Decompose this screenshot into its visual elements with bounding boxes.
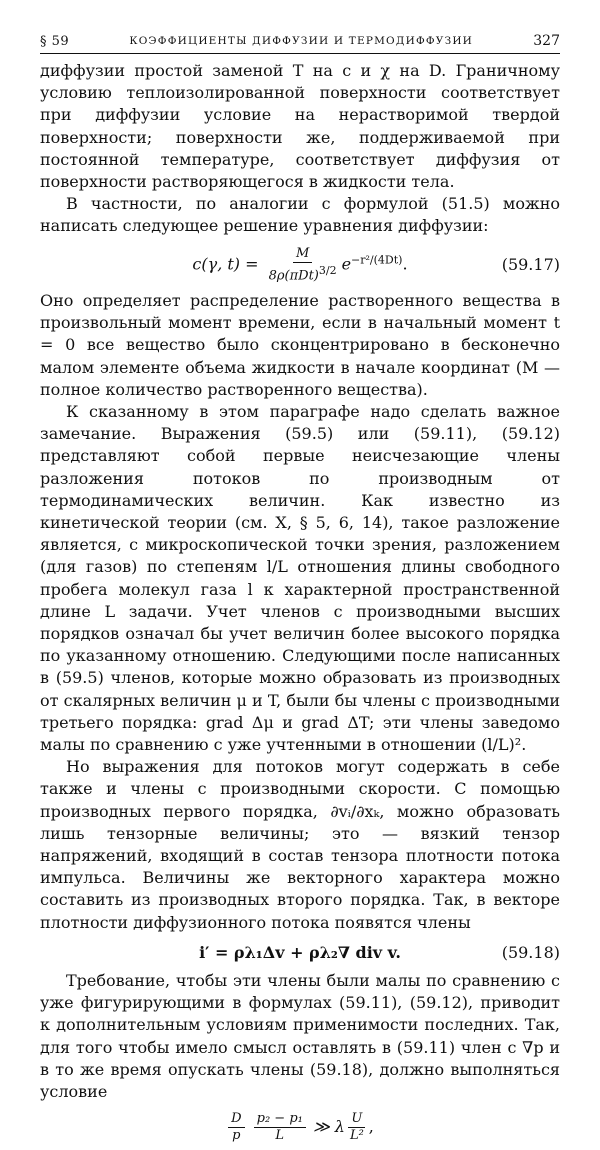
eq3-fraction-3: $\frac{U}{\text{L²}}$ — [349, 1111, 364, 1144]
eq2-body: i′ = ρλ₁Δv + ρλ₂∇ div v. — [199, 942, 401, 962]
paragraph-2: В частности, по аналогии с формулой (51.5) можно написать следующее решение уравнения диффузии: — [40, 194, 560, 236]
paragraph-1: диффузии простой заменой T на c и χ на D. Граничному условию теплоизолированной поверхности соответствует при диффузии условие на нерастворимой твердой поверхности; поверхности же, поддерживаемой при постоянной температуре, соответствует диффузия от поверхности растворяющегося в жидкости тела. — [40, 61, 560, 192]
eq1-fraction — [266, 246, 340, 284]
equation-59-17: c(γ, t) = $\frac{M}{8\rho(\pi Dt)^{3/2}}$ $e^{-r^2/(4Dt)}$. (59.17) — [192, 245, 560, 283]
paragraph-4: К сказанному в этом параграфе надо сделать важное замечание. Выражения (59.5) или (59.11), (59.12) представляют собой первые неисчезающие члены разложения потоков по производным от термодинамических величин. Как известно из кинетической теории (см. X, § 5, 6, 14), такое разложение является, с микроскопической точки зрения, разложением (для газов) по степеням l/L отношения длины свободного пробега молекул газа l к характерной пространственной длине L задачи. Учет членов с производными высших порядков означал бы учет величин более высокого порядка по указанному отношению. Следующими после написанных в (59.5) членов, которые можно образовать из производных от скалярных величин μ и T, были бы члены с производными третьего порядка: grad Δμ и grad ΔT; эти члены заведомо малы по сравнению с уже учтенными в отношении (l/L)². — [40, 401, 560, 755]
eq1-numerator: M — [293, 246, 312, 263]
running-header — [40, 32, 560, 50]
paragraph-5: Но выражения для потоков могут содержать в себе также и члены с производными скорости. С помощью производных первого порядка, ∂vᵢ/∂xₖ, можно образовать лишь тензорные величины; это — вязкий тензор напряжений, входящий в состав тензора плотности потока импульса. Величины же векторного характера можно составить из производных второго порядка. Так, в векторе плотности диффузионного потока появятся члены — [40, 757, 560, 932]
eq3-relation: ≫ λ — [312, 1117, 345, 1137]
running-title: КОЭФФИЦИЕНТЫ ДИФФУЗИИ И ТЕРМОДИФФУЗИИ — [129, 35, 474, 47]
eq3-fraction-1: $\frac{D}{p}$ — [228, 1111, 244, 1144]
eq1-number: (59.17) — [501, 254, 560, 274]
eq1-denominator: $8\rho(\pi Dt)^{3/2}$ — [268, 263, 337, 283]
eq1-exp-base: e — [341, 254, 352, 274]
section-number: § 59 — [40, 33, 70, 49]
header-rule — [40, 53, 560, 54]
equation-condition: $\frac{D}{p}$ $\frac{\text{p₂ − p₁}}{L}$ ≫ λ $\frac{U}{\text{L²}}$ , — [40, 1111, 560, 1144]
paragraph-3: Оно определяет распределение растворенного вещества в произвольный момент времени, если в начальный момент t = 0 все вещество было сконцентрировано в бесконечно малом элементе объема жидкости в начале координат (M — полное количество растворенного вещества). — [40, 290, 560, 399]
eq1-exponent: −r²/(4Dt) — [351, 252, 403, 266]
eq3-fraction-2: $\frac{\text{p₂ − p₁}}{L}$ — [254, 1111, 306, 1144]
paragraph-6: Требование, чтобы эти члены были малы по сравнению с уже фигурирующими в формулах (59.11), (59.12), приводит к дополнительным условиям применимости последних. Так, для того чтобы имело смысл оставлять в (59.11) член с ∇p и в то же время опускать члены (59.18), должно выполняться условие — [40, 971, 560, 1102]
page-body — [40, 60, 560, 1150]
page-number: 327 — [533, 33, 560, 49]
equation-59-18 — [40, 942, 560, 964]
eq1-lhs: c(γ, t) = — [192, 254, 259, 274]
eq2-number: (59.18) — [501, 942, 560, 962]
